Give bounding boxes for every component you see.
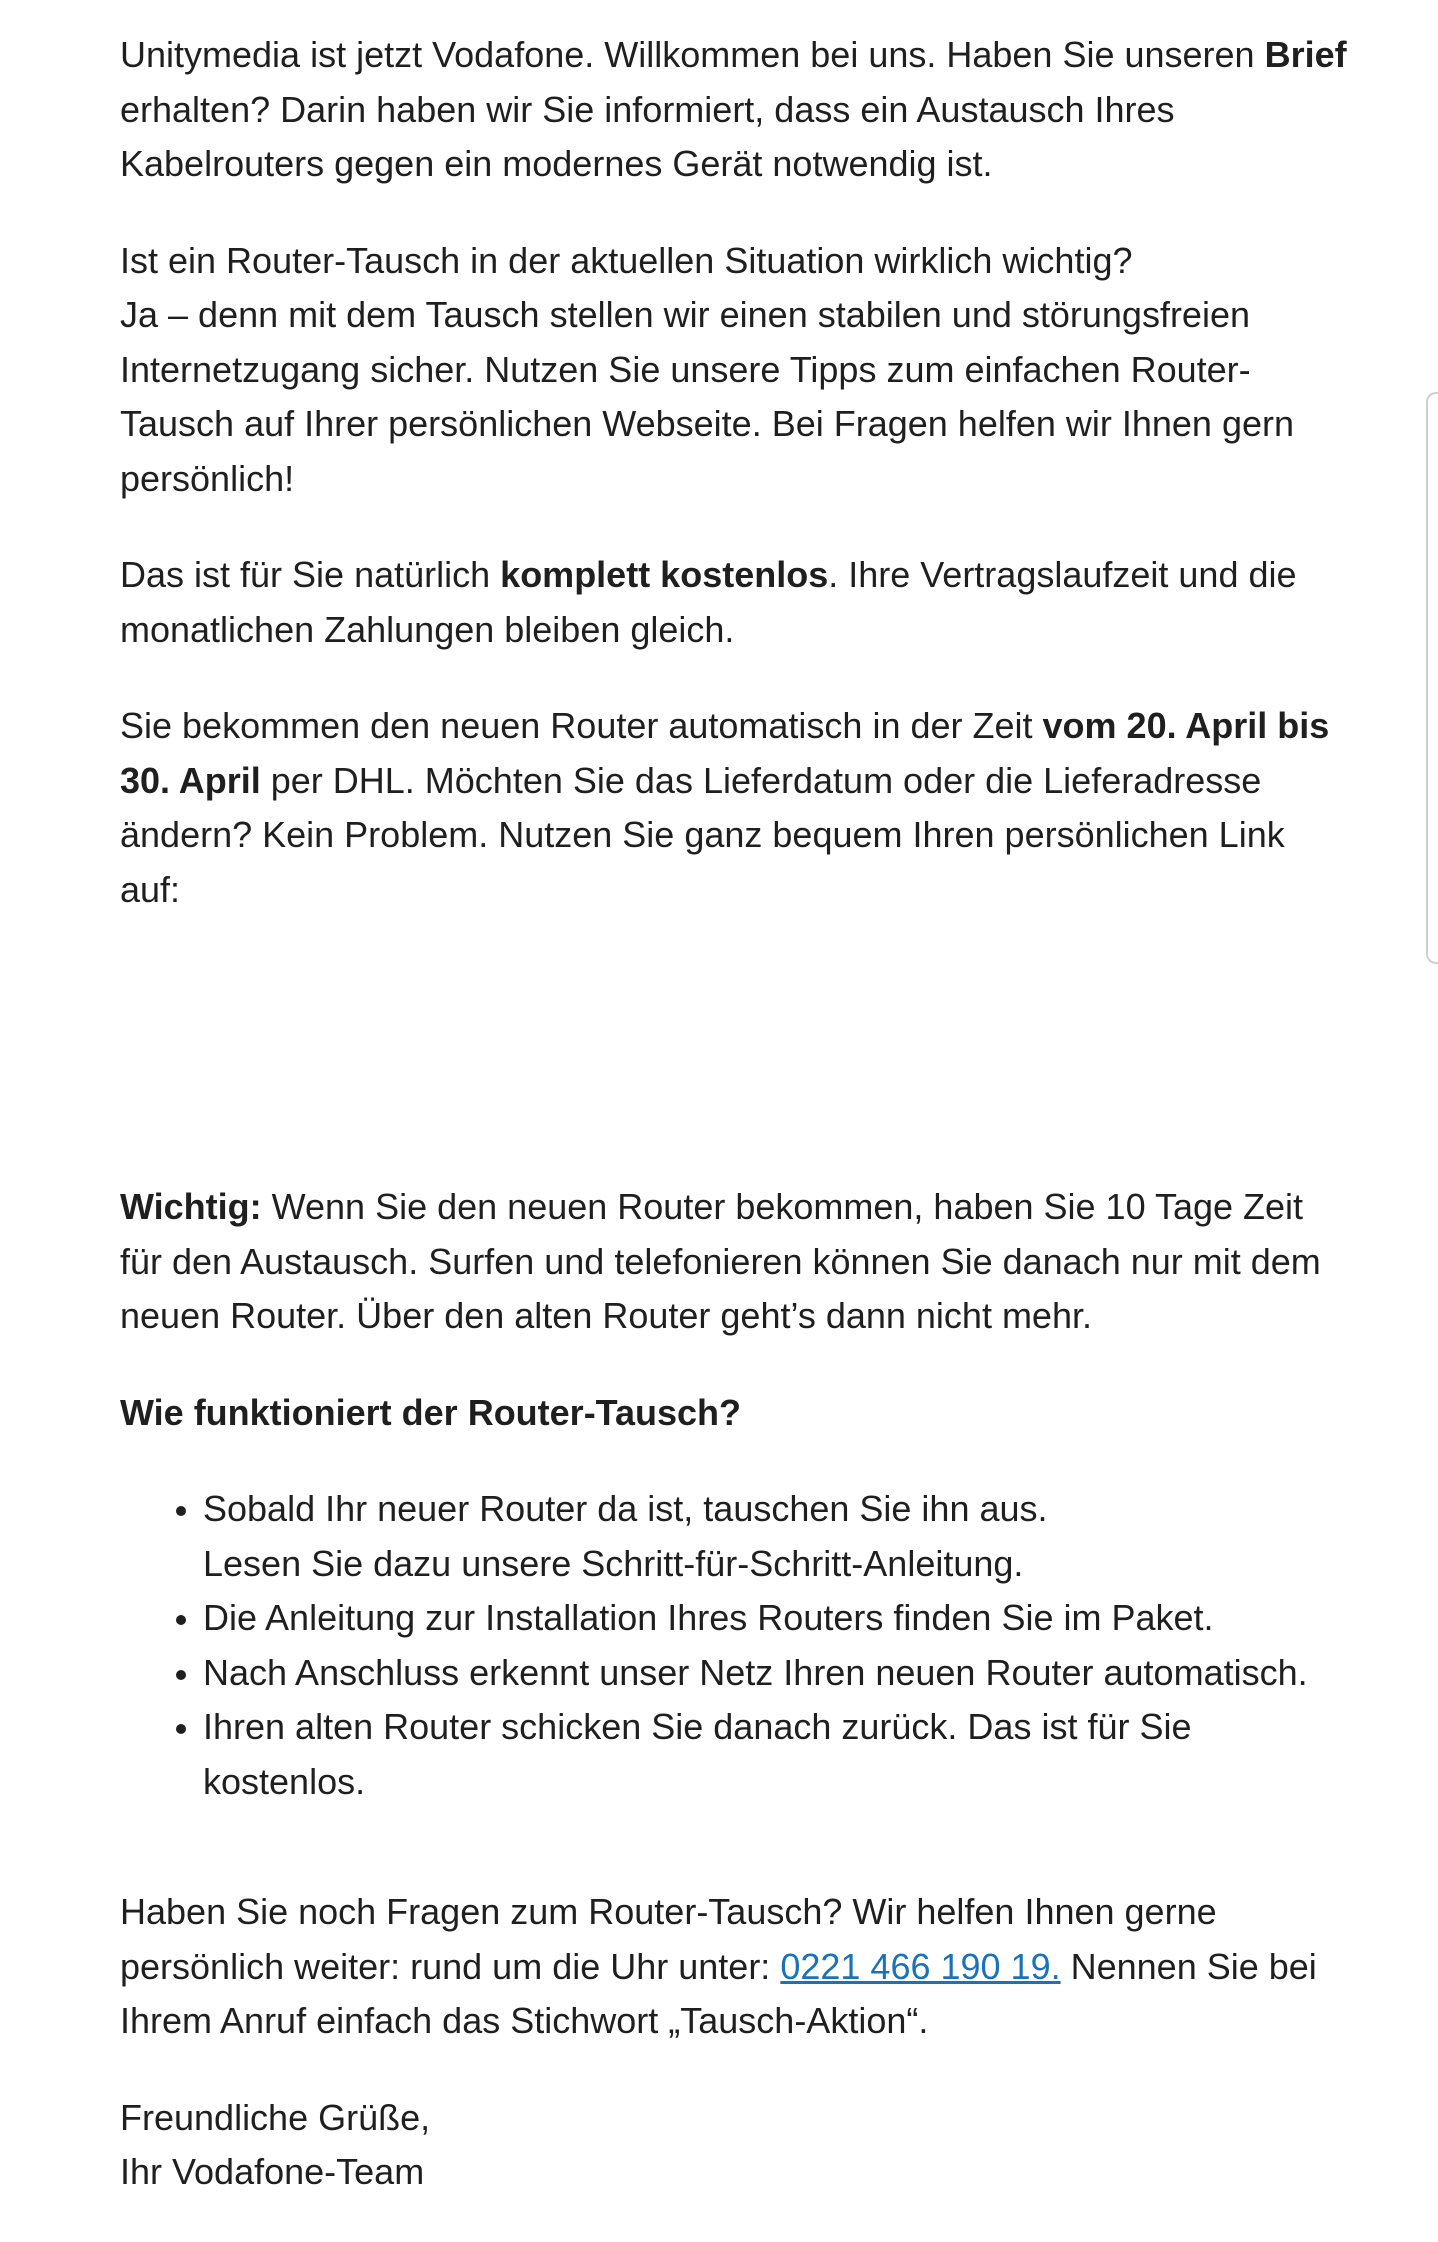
signature [120, 2091, 1350, 2200]
step-4-text: Ihren alten Router schicken Sie danach zurück. Das ist für Sie kostenlos. [203, 1706, 1192, 1802]
contact-text: Haben Sie noch Fragen zum Router-Tausch? Wir helfen Ihnen gerne persönlich weiter: rund um die Uhr unter: [120, 1891, 1217, 1987]
brief-bold: Brief [1264, 34, 1347, 75]
email-body [120, 28, 1350, 2242]
list-item [203, 1591, 1350, 1646]
router-swap-answer: Ja – denn mit dem Tausch stellen wir einen stabilen und störungsfreien Internetzugang sicher. Nutzen Sie unsere Tipps zum einfachen Router-Tausch auf Ihrer persönlichen Webseite. Bei Fragen helfen wir Ihnen gern persönlich! [120, 294, 1295, 499]
intro-text: Unitymedia ist jetzt Vodafone. Willkommen bei uns. Haben Sie unseren [120, 34, 1255, 75]
cost-text-continued: . Ihre Vertragslaufzeit und die monatlichen Zahlungen bleiben gleich. [120, 554, 1297, 650]
list-item [203, 1646, 1350, 1701]
signature-greeting: Freundliche Grüße, [120, 2096, 431, 2138]
intro-text-continued: erhalten? Darin haben wir Sie informiert, dass ein Austausch Ihres Kabelrouters gegen ein modernes Gerät notwendig ist. [120, 88, 1175, 184]
steps-list [120, 1482, 1350, 1809]
router-swap-question: Ist ein Router-Tausch in der aktuellen Situation wirklich wichtig? [120, 239, 1133, 281]
important-paragraph [120, 1180, 1350, 1344]
scroll-handle[interactable] [1426, 392, 1438, 964]
step-3-text: Nach Anschluss erkennt unser Netz Ihren neuen Router automatisch. [203, 1651, 1308, 1693]
step-1-line-2: Lesen Sie dazu unsere Schritt-für-Schritt-Anleitung. [203, 1542, 1024, 1584]
delivery-paragraph [120, 699, 1350, 917]
delivery-text-continued: per DHL. Möchten Sie das Lieferdatum oder die Lieferadresse ändern? Kein Problem. Nutzen Sie ganz bequem Ihren persönlichen Link auf: [120, 759, 1285, 910]
free-of-charge-bold: komplett kostenlos [500, 554, 829, 595]
list-item [203, 1482, 1350, 1591]
intro-paragraph [120, 28, 1350, 192]
cost-paragraph [120, 548, 1350, 657]
router-swap-question-paragraph [120, 234, 1350, 507]
list-item [203, 1700, 1350, 1809]
important-label: Wichtig: [120, 1186, 262, 1227]
cost-text: Das ist für Sie natürlich [120, 554, 491, 595]
delivery-period-bold: vom 20. April bis 30. April [120, 705, 1330, 801]
phone-number-link[interactable]: 0221 466 190 19. [780, 1945, 1061, 1987]
important-text: Wenn Sie den neuen Router bekommen, haben Sie 10 Tage Zeit für den Austausch. Surfen und telefonieren können Sie danach nur mit dem neuen Router. Über den alten Router geht’s dann nicht mehr. [120, 1186, 1321, 1336]
step-1-line-1: Sobald Ihr neuer Router da ist, tauschen Sie ihn aus. [203, 1488, 1048, 1529]
contact-text-continued: Nennen Sie bei Ihrem Anruf einfach das Stichwort „Tausch-Aktion“. [120, 1945, 1317, 2041]
link-placeholder [120, 959, 1350, 1180]
contact-paragraph [120, 1885, 1350, 2049]
signature-team: Ihr Vodafone-Team [120, 2151, 425, 2192]
section-heading: Wie funktioniert der Router-Tausch? [120, 1391, 742, 1433]
delivery-text: Sie bekommen den neuen Router automatisch in der Zeit [120, 705, 1033, 746]
step-2-text: Die Anleitung zur Installation Ihres Routers finden Sie im Paket. [203, 1597, 1214, 1638]
